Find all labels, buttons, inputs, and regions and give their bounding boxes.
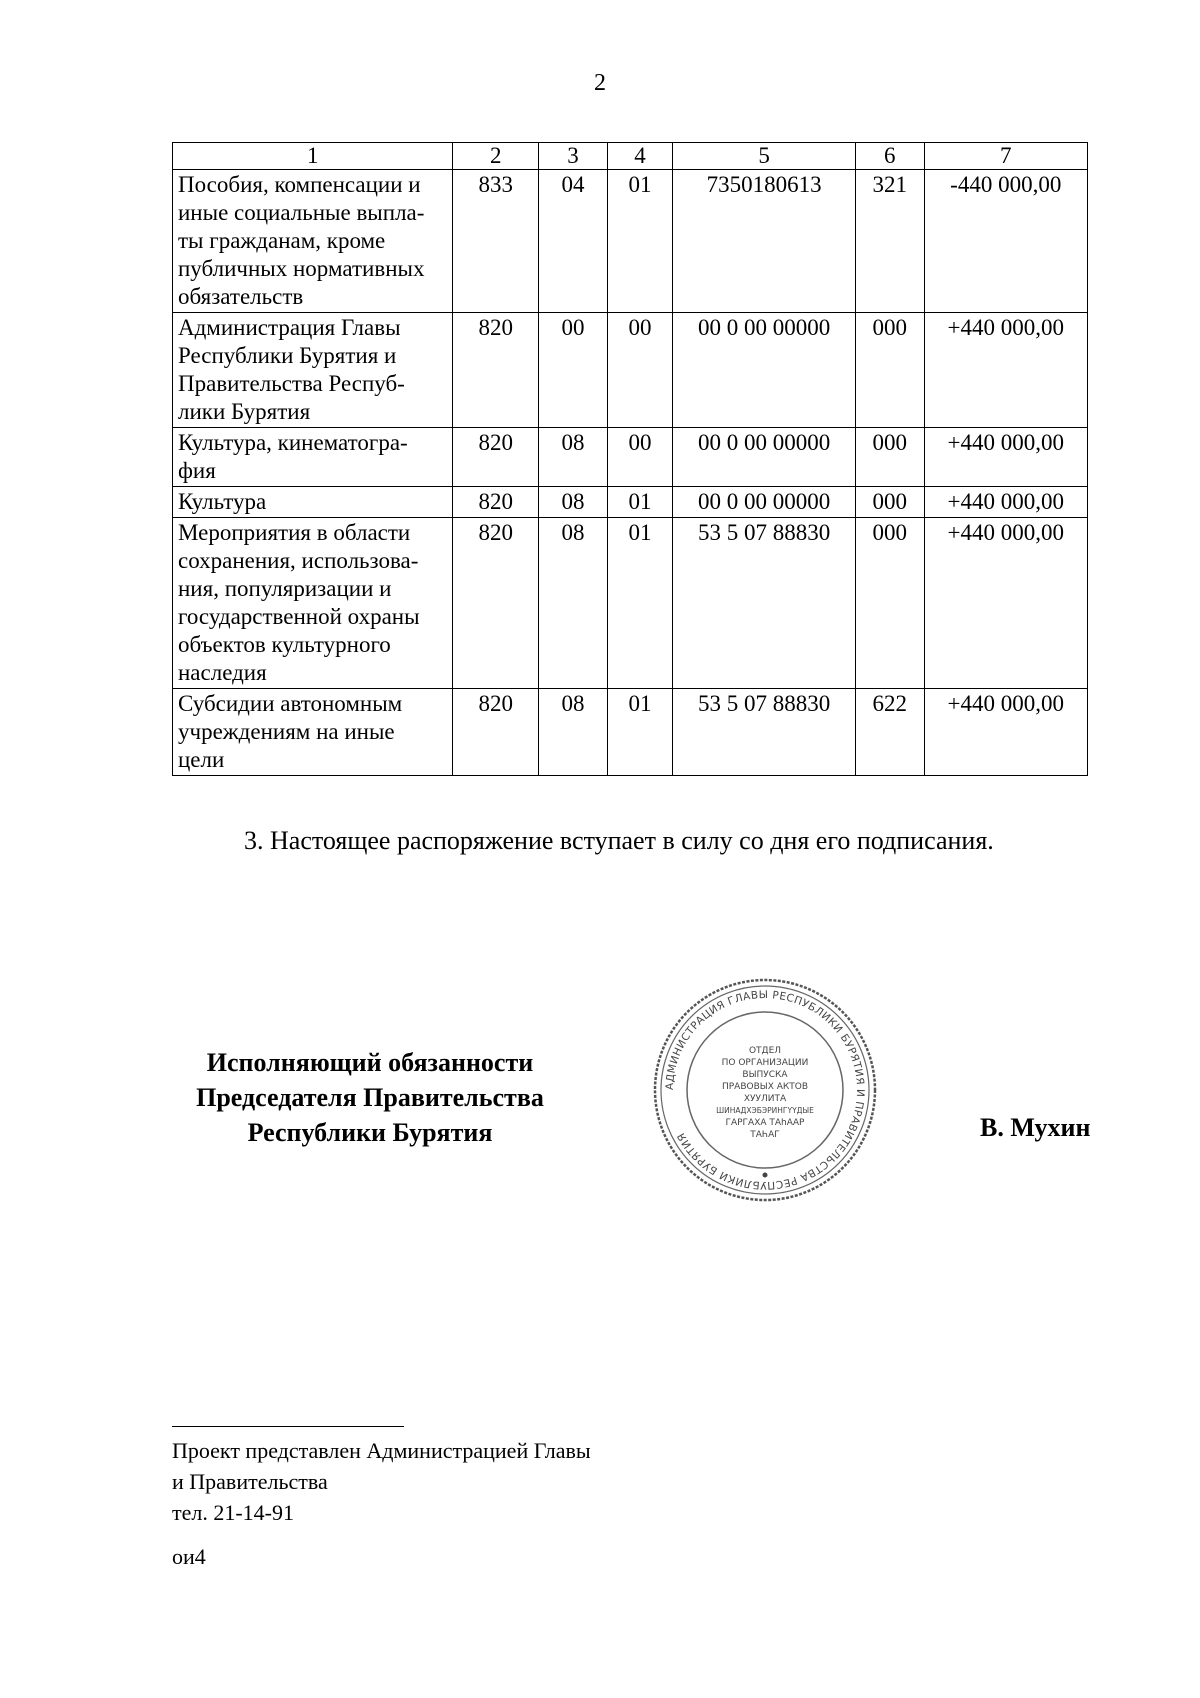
clause-text: 3. Настоящее распоряжение вступает в силу со дня его подписания. [244, 826, 994, 855]
cell-amount: -440 000,00 [924, 170, 1087, 313]
row-name: Культура, кинематогра- фия [173, 428, 453, 487]
cell-section: 08 [539, 518, 608, 689]
document-code: ои4 [172, 1544, 206, 1569]
cell-admin-code: 820 [453, 689, 539, 776]
cell-expense-type: 321 [855, 170, 924, 313]
cell-expense-type: 000 [855, 518, 924, 689]
cell-section: 08 [539, 428, 608, 487]
cell-admin-code: 820 [453, 428, 539, 487]
column-header: 1 [173, 143, 453, 170]
cell-amount: +440 000,00 [924, 518, 1087, 689]
cell-amount: +440 000,00 [924, 313, 1087, 428]
stamp-line: ХУУЛИТА [743, 1094, 787, 1104]
table-row [173, 170, 1088, 313]
cell-admin-code: 820 [453, 487, 539, 518]
budget-table [172, 142, 1088, 776]
stamp-line: ГАРГАХА ТАһААР [725, 1118, 805, 1128]
footer-note [172, 1435, 591, 1528]
cell-target-article: 53 5 07 88830 [673, 689, 856, 776]
table-row [173, 689, 1088, 776]
table-row [173, 518, 1088, 689]
stamp-line: ШИНАДХЭБЭРИНГҮҮДЫЕ [716, 1106, 814, 1115]
cell-subsection: 01 [607, 689, 673, 776]
row-name: Мероприятия в области сохранения, использова- ния, популяризации и государственной охраны объектов культурного наследия [173, 518, 453, 689]
column-header: 5 [673, 143, 856, 170]
cell-admin-code: 833 [453, 170, 539, 313]
footer-divider [172, 1426, 404, 1427]
column-header: 6 [855, 143, 924, 170]
cell-expense-type: 000 [855, 428, 924, 487]
cell-target-article: 00 0 00 00000 [673, 487, 856, 518]
cell-section: 08 [539, 689, 608, 776]
cell-amount: +440 000,00 [924, 689, 1087, 776]
table-row [173, 313, 1088, 428]
column-header: 7 [924, 143, 1087, 170]
table-row [173, 487, 1088, 518]
row-name: Пособия, компенсации и иные социальные выпла- ты гражданам, кроме публичных нормативных обязательств [173, 170, 453, 313]
table-row [173, 428, 1088, 487]
row-name: Культура [173, 487, 453, 518]
footer-line: Проект представлен Администрацией Главы [172, 1438, 591, 1463]
stamp-seal [650, 975, 880, 1205]
row-name: Администрация Главы Республики Бурятия и Правительства Респуб- лики Бурятия [173, 313, 453, 428]
cell-admin-code: 820 [453, 518, 539, 689]
cell-target-article: 00 0 00 00000 [673, 428, 856, 487]
cell-subsection: 01 [607, 170, 673, 313]
cell-expense-type: 622 [855, 689, 924, 776]
column-header: 3 [539, 143, 608, 170]
cell-expense-type: 000 [855, 313, 924, 428]
footer-line: тел. 21-14-91 [172, 1500, 295, 1525]
cell-target-article: 53 5 07 88830 [673, 518, 856, 689]
footer-line: и Правительства [172, 1469, 328, 1494]
cell-target-article: 7350180613 [673, 170, 856, 313]
stamp-line: ОТДЕЛ [748, 1046, 782, 1056]
stamp-line: ВЫПУСКА [742, 1070, 788, 1080]
cell-subsection: 01 [607, 487, 673, 518]
cell-target-article: 00 0 00 00000 [673, 313, 856, 428]
cell-subsection: 00 [607, 428, 673, 487]
stamp-line: ПРАВОВЫХ АКТОВ [721, 1082, 809, 1092]
cell-amount: +440 000,00 [924, 487, 1087, 518]
cell-subsection: 00 [607, 313, 673, 428]
signatory-name: В. Мухин [980, 1113, 1091, 1142]
column-header: 2 [453, 143, 539, 170]
stamp-line: ПО ОРГАНИЗАЦИИ [721, 1058, 809, 1068]
row-name: Субсидии автономным учреждениям на иные цели [173, 689, 453, 776]
cell-section: 00 [539, 313, 608, 428]
cell-section: 04 [539, 170, 608, 313]
column-header: 4 [607, 143, 673, 170]
cell-amount: +440 000,00 [924, 428, 1087, 487]
official-stamp [650, 975, 880, 1205]
page-number: 2 [594, 70, 606, 96]
table-header-row [173, 143, 1088, 170]
stamp-line: ТАҺАГ [750, 1130, 780, 1140]
cell-admin-code: 820 [453, 313, 539, 428]
cell-section: 08 [539, 487, 608, 518]
cell-subsection: 01 [607, 518, 673, 689]
cell-expense-type: 000 [855, 487, 924, 518]
signatory-title: Исполняющий обязанности Председателя Правительства Республики Бурятия [196, 1048, 544, 1147]
stamp-outer-text: АДМИНИСТРАЦИЯ ГЛАВЫ РЕСПУБЛИКИ БУРЯТИЯ И ПРАВИТЕЛЬСТВА РЕСПУБЛИКИ БУРЯТИЯ [663, 988, 867, 1192]
